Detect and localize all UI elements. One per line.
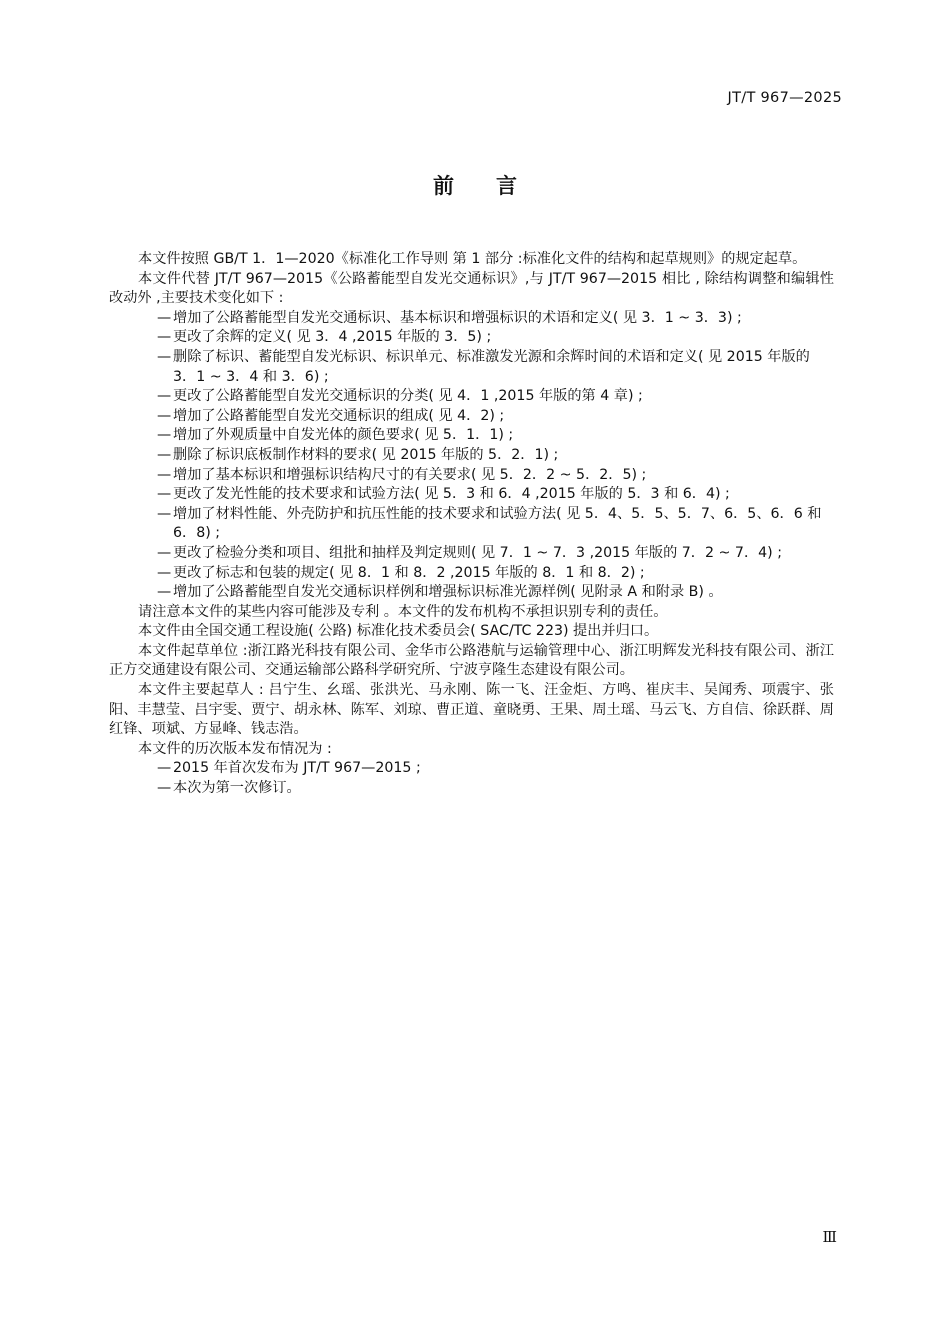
dash-marker: — — [157, 486, 172, 503]
dash-marker: — — [157, 388, 172, 405]
dash-marker: — — [157, 780, 172, 797]
history-list — [109, 759, 834, 798]
list-item: — 增加了外观质量中自发光体的颜色要求( 见 5．1．1) ; — [109, 426, 834, 446]
dash-marker: — — [157, 407, 172, 424]
dash-marker: — — [157, 329, 172, 346]
dash-marker: — — [157, 309, 172, 326]
list-item: — 更改了检验分类和项目、组批和抽样及判定规则( 见 7．1 ~ 7．3 ,2015 年版的 7．2 ~ 7．4) ; — [109, 544, 834, 564]
changes-list — [109, 309, 834, 603]
document-body — [109, 250, 834, 799]
list-item: — 本次为第一次修订。 — [109, 779, 834, 799]
list-item: — 更改了标志和包装的规定( 见 8．1 和 8．2 ,2015 年版的 8．1 和 8．2) ; — [109, 564, 834, 584]
list-item: — 删除了标识、蓄能型自发光标识、标识单元、标准激发光源和余辉时间的术语和定义( 见 2015 年版的 3．1 ~ 3．4 和 3．6) ; — [157, 348, 810, 385]
dash-marker: — — [157, 760, 172, 777]
proposer-paragraph: 本文件由全国交通工程设施( 公路) 标准化技术委员会( SAC/TC 223) 提出并归口。 — [138, 623, 659, 640]
list-item: — 更改了发光性能的技术要求和试验方法( 见 5．3 和 6．4 ,2015 年版的 5．3 和 6．4) ; — [109, 485, 834, 505]
intro-paragraph-2: 本文件代替 JT/T 967—2015《公路蓄能型自发光交通标识》,与 JT/T 967—2015 相比 , 除结构调整和编辑性改动外 ,主要技术变化如下 : — [109, 270, 834, 307]
page-title: 前言 — [433, 174, 559, 198]
drafting-units-paragraph: 本文件起草单位 :浙江路光科技有限公司、金华市公路港航与运输管理中心、浙江明辉发光科技有限公司、浙江正方交通建设有限公司、交通运输部公路科学研究所、宁波亨隆生态建设有限公司。 — [109, 642, 834, 679]
list-item: — 增加了材料性能、外壳防护和抗压性能的技术要求和试验方法( 见 5．4、5．5、5．7、6．5、6．6 和 6．8) ; — [157, 505, 822, 542]
drafters-paragraph: 本文件主要起草人 : 吕宁生、幺瑶、张洪光、马永刚、陈一飞、汪金炬、方鸣、崔庆丰、吴闻秀、项震宇、张阳、丰慧莹、吕宇雯、贾宁、胡永林、陈军、刘琼、曹正道、童晓勇、王果、周土瑶、马云飞、方自信、徐跃群、周红锋、项斌、方显峰、钱志浩。 — [109, 682, 834, 738]
list-item: — 增加了基本标识和增强标识结构尺寸的有关要求( 见 5．2．2 ~ 5．2．5) ; — [109, 466, 834, 486]
list-item: — 更改了余辉的定义( 见 3．4 ,2015 年版的 3．5) ; — [109, 328, 834, 348]
dash-marker: — — [157, 446, 172, 463]
dash-marker: — — [157, 466, 172, 483]
dash-marker: — — [157, 564, 172, 581]
list-item: — 更改了公路蓄能型自发光交通标识的分类( 见 4．1 ,2015 年版的第 4 章) ; — [109, 387, 834, 407]
list-item: — 增加了公路蓄能型自发光交通标识样例和增强标识标准光源样例( 见附录 A 和附录 B) 。 — [109, 583, 834, 603]
dash-marker: — — [157, 505, 172, 522]
list-item: — 删除了标识底板制作材料的要求( 见 2015 年版的 5．2．1) ; — [109, 446, 834, 466]
document-code: JT/T 967—2025 — [727, 90, 842, 106]
dash-marker: — — [157, 584, 172, 601]
dash-marker: — — [157, 348, 172, 365]
history-heading: 本文件的历次版本发布情况为 : — [138, 740, 332, 757]
dash-marker: — — [157, 544, 172, 561]
page-number: Ⅲ — [822, 1228, 837, 1246]
list-item: — 2015 年首次发布为 JT/T 967—2015 ; — [109, 759, 834, 779]
list-item: — 增加了公路蓄能型自发光交通标识的组成( 见 4．2) ; — [109, 407, 834, 427]
patent-notice: 请注意本文件的某些内容可能涉及专利 。本文件的发布机构不承担识别专利的责任。 — [138, 603, 668, 620]
intro-paragraph-1: 本文件按照 GB/T 1．1—2020《标准化工作导则 第 1 部分 :标准化文件的结构和起草规则》的规定起草。 — [138, 251, 807, 267]
list-item: — 增加了公路蓄能型自发光交通标识、基本标识和增强标识的术语和定义( 见 3．1 ~ 3．3) ; — [109, 309, 834, 329]
dash-marker: — — [157, 427, 172, 444]
